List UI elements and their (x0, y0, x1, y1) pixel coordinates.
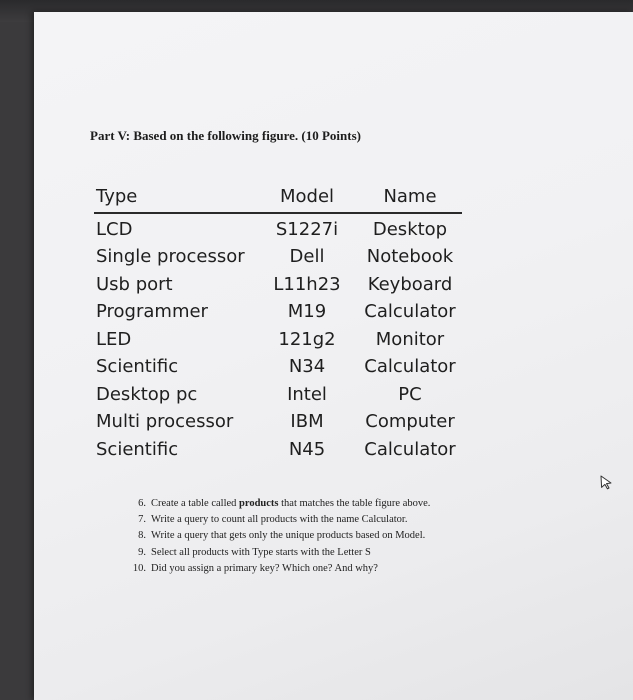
question-item (124, 528, 430, 544)
question-number: 8. (138, 530, 146, 542)
cell-type: Usb port (96, 273, 173, 295)
question-list (124, 496, 430, 577)
question-text: Create a table called (151, 498, 240, 509)
cell-model: M19 (287, 301, 327, 322)
cell-model: IBM (290, 411, 324, 432)
cell-type: Scientific (96, 356, 179, 377)
cell-model: L11h23 (273, 273, 341, 295)
cell-name: Calculator (364, 356, 456, 377)
table-row (94, 381, 474, 409)
question-number: 10. (132, 562, 146, 574)
cursor-arrow-icon (598, 474, 614, 490)
cell-model: 121g2 (278, 328, 336, 350)
cell-name: Notebook (366, 246, 454, 267)
cell-name: Monitor (375, 328, 445, 350)
cell-type: Scientific (96, 438, 179, 460)
cell-model: N34 (288, 356, 326, 377)
cell-type: Multi processor (96, 411, 234, 432)
cell-type: Desktop pc (96, 383, 198, 405)
question-item (124, 545, 430, 561)
table-row (94, 216, 474, 244)
table-row (94, 243, 474, 271)
section-heading: Part V: Based on the following figure. (10 Points) (90, 128, 361, 143)
products-table (94, 182, 474, 463)
question-number: 9. (138, 546, 146, 558)
question-text: Select all products with Type starts with the Letter S (151, 546, 371, 558)
table-row (94, 353, 474, 381)
table-row (94, 436, 474, 464)
table-header-row (94, 182, 474, 212)
cell-model: Dell (289, 246, 325, 267)
question-item (124, 512, 430, 528)
header-divider (94, 212, 462, 214)
question-item (124, 496, 430, 512)
question-text: Write a query to count all products with the name Calculator. (151, 514, 408, 526)
cell-model: N45 (288, 438, 326, 460)
table-row (94, 408, 474, 436)
cell-type: LCD (96, 218, 133, 240)
cell-type: Single processor (96, 246, 245, 267)
header-name: Name (383, 186, 437, 207)
header-model: Model (279, 186, 335, 207)
question-item (124, 561, 430, 577)
table-row (94, 271, 474, 299)
cell-name: Desktop (372, 218, 448, 240)
cell-name: Keyboard (367, 273, 453, 295)
question-text-tail: that matches the table figure above. (278, 498, 431, 509)
cell-name: PC (398, 383, 422, 405)
question-bold-term: products (239, 498, 279, 509)
table-row (94, 326, 474, 354)
table-row (94, 298, 474, 326)
cell-name: Calculator (364, 438, 456, 460)
cell-model: Intel (287, 383, 327, 405)
cell-name: Calculator (364, 301, 456, 322)
header-type: Type (96, 186, 138, 207)
cell-type: LED (96, 328, 132, 350)
cell-model: S1227i (275, 218, 339, 240)
question-text: Write a query that gets only the unique products based on Model. (151, 530, 426, 542)
cell-name: Computer (365, 411, 455, 432)
question-number: 7. (138, 514, 146, 526)
question-text: Did you assign a primary key? Which one? And why? (151, 562, 378, 574)
question-number: 6. (138, 498, 146, 509)
cell-type: Programmer (96, 301, 208, 322)
